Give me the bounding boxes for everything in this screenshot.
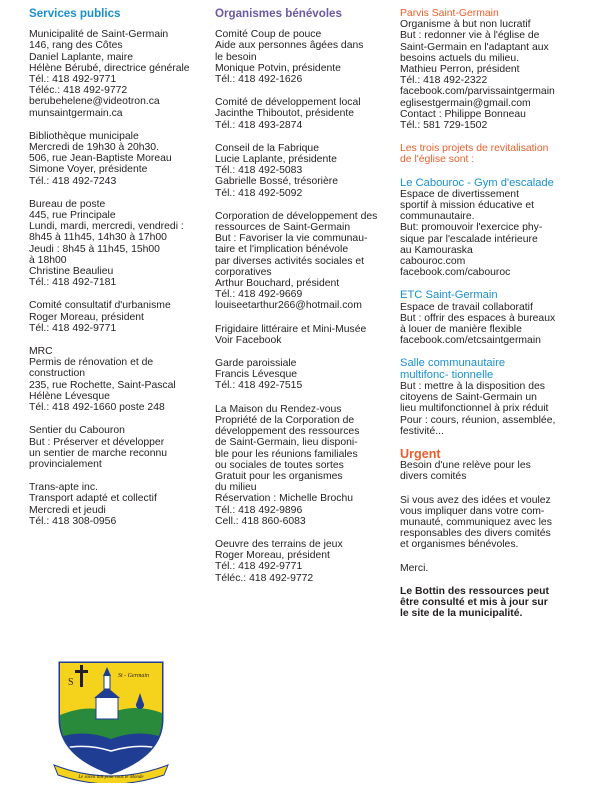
organisme-entry: [215, 358, 395, 392]
column-services-publics: [29, 8, 214, 539]
organisme-entry: [215, 404, 395, 527]
organisme-entry-title: Frigidaire littéraire et Mini-Musée: [215, 323, 367, 335]
organisme-entry-title: Conseil de la Fabrique: [215, 142, 319, 154]
service-entry-line: But : Préserver et développer: [29, 436, 165, 448]
organisme-entry-title: Comité Coup de pouce: [215, 29, 322, 41]
organisme-entry-line: Réservation : Michelle Brochu: [215, 493, 354, 505]
organisme-entry-line: de Saint-Germain, lieu disponi-: [215, 437, 358, 449]
service-entry-line: Mercredi de 19h30 à 20h30.: [29, 142, 159, 154]
service-entry-line: Tél.: 418 492-1660 poste 248: [29, 402, 165, 414]
idees-text: [400, 495, 580, 551]
service-entry: [29, 199, 214, 289]
service-entry-line: berubehelene@videotron.ca: [29, 96, 160, 108]
projet-entry: [400, 290, 580, 346]
service-entry-line: Lundi, mardi, mercredi, vendredi :: [29, 221, 184, 233]
merci-text: [400, 563, 580, 574]
projet-line: facebook.com/etcsaintgermain: [400, 335, 541, 347]
parvis-details: [400, 19, 580, 131]
organisme-entry-line: corporatives: [215, 266, 272, 278]
service-entry-line: construction: [29, 368, 86, 380]
service-entry-title: Comité consultatif d'urbanisme: [29, 300, 171, 312]
service-entry-line: Christine Beaulieu: [29, 266, 114, 278]
service-entry-line: provincialement: [29, 458, 102, 470]
parvis-line: Tél.: 581 729-1502: [400, 120, 488, 132]
service-entry-line: Tél.: 418 492-9771: [29, 322, 117, 334]
projets-heading-line: Les trois projets de revitalisation: [400, 143, 549, 155]
organisme-entry-line: taire et l'implication bénévole: [215, 244, 349, 256]
service-entry-line: Mercredi et jeudi: [29, 504, 106, 516]
parvis-line: Saint-Germain en l'adaptant aux: [400, 41, 549, 53]
organisme-entry-title: Corporation de développement des ressources de Saint-Germain: [215, 210, 378, 234]
heading-organismes-benevoles: Organismes bénévoles: [215, 7, 342, 20]
organisme-entry-title: La Maison du Rendez-vous: [215, 403, 342, 415]
projet-line: citoyens de Saint-Germain un: [400, 392, 537, 404]
projet-line: Pour : cours, réunion, assemblée,: [400, 414, 556, 426]
service-entry-title: Municipalité de Saint-Germain: [29, 29, 169, 41]
projet-line: facebook.com/cabouroc: [400, 267, 511, 279]
service-entry-line: 146, rang des Côtes: [29, 40, 123, 52]
organisme-entry-line: Cell.: 418 860-6083: [215, 515, 306, 527]
services-list: [29, 29, 214, 527]
projet-line: communautaire.: [400, 211, 475, 223]
organisme-entry-line: Tél.: 418 492-9771: [215, 561, 303, 573]
organisme-entry-line: Arthur Bouchard, président: [215, 278, 340, 290]
urgent-block: [400, 446, 580, 483]
projet-line: au Kamouraska: [400, 244, 473, 256]
projet-title: Salle communautaire multifonc- tionnelle: [400, 357, 506, 381]
projet-title: ETC Saint-Germain: [400, 289, 498, 302]
projet-line: But : mettre à la disposition des: [400, 380, 545, 392]
service-entry-line: 445, rue Principale: [29, 210, 116, 222]
parvis-line: Mathieu Perron, président: [400, 64, 520, 76]
projet-title: Le Cabouroc - Gym d'escalade: [400, 176, 554, 189]
organisme-entry-line: Tél.: 418 492-5092: [215, 187, 303, 199]
service-entry: [29, 300, 214, 334]
saint-germain-crest-logo: [50, 655, 172, 783]
organisme-entry-line: louiseetarthur266@hotmail.com: [215, 300, 362, 312]
organisme-entry-line: Propriété de la Corporation de: [215, 414, 355, 426]
organisme-entry-title: Garde paroissiale: [215, 358, 297, 370]
service-entry-line: Tél.: 418 308-0956: [29, 515, 117, 527]
service-entry: [29, 425, 214, 470]
parvis-line: besoins actuels du milieu.: [400, 52, 519, 64]
crest-top-text: St - Germain: [118, 673, 149, 679]
urgent-line: divers comités: [400, 471, 467, 483]
svg-text:S: S: [68, 677, 74, 688]
service-entry-line: à 18h00: [29, 254, 67, 266]
organisme-entry-line: Jacinthe Thiboutot, présidente: [215, 108, 355, 120]
organisme-entry-line: Roger Moreau, président: [215, 550, 330, 562]
organisme-entry: [215, 143, 395, 199]
organisme-entry: [215, 324, 395, 346]
merci-line: Merci.: [400, 562, 429, 574]
service-entry-title: Trans-apte inc.: [29, 482, 98, 494]
service-entry: [29, 346, 214, 413]
organisme-entry-line: Lucie Laplante, présidente: [215, 154, 337, 166]
service-entry-line: 235, rue Rochette, Saint-Pascal: [29, 379, 176, 391]
crest-motto: Le soleil luit pour tous le Monde: [78, 775, 144, 780]
service-entry-line: 506, rue Jean-Baptiste Moreau: [29, 153, 172, 165]
organisme-entry-line: ble pour les réunions familiales: [215, 448, 358, 460]
service-entry-title: Bibliothèque municipale: [29, 130, 139, 142]
organisme-entry-line: le besoin: [215, 51, 257, 63]
organisme-entry-line: But : Favoriser la vie communau-: [215, 233, 368, 245]
organisme-entry: [215, 211, 395, 312]
projet-line: But: promouvoir l'exercice phy-: [400, 222, 543, 234]
service-entry-line: munsaintgermain.ca: [29, 107, 123, 119]
service-entry-line: Téléc.: 418 492-9772: [29, 85, 128, 97]
organisme-entry-line: Tél.: 418 492-9896: [215, 504, 303, 516]
organisme-entry-line: Francis Lévesque: [215, 369, 298, 381]
organisme-entry-line: Gratuit pour les organismes: [215, 470, 343, 482]
service-entry: [29, 131, 214, 187]
service-entry-title: Bureau de poste: [29, 198, 106, 210]
urgent-line: Besoin d'une relève pour les: [400, 460, 531, 472]
organisme-entry: [215, 29, 395, 85]
parvis-block: [400, 8, 580, 131]
service-entry-line: Hélène Lévesque: [29, 390, 110, 402]
service-entry-title: MRC: [29, 346, 53, 358]
bottin-line: Le Bottin des ressources peut: [400, 585, 549, 597]
service-entry-line: 8h45 à 11h45, 14h30 à 17h00: [29, 232, 167, 244]
column-organismes-benevoles: [215, 8, 395, 596]
heading-services-publics: Services publics: [29, 7, 121, 20]
service-entry-line: Permis de rénovation et de: [29, 357, 154, 369]
projets-heading: [400, 143, 580, 165]
organisme-entry: [215, 97, 395, 131]
service-entry: [29, 482, 214, 527]
service-entry-line: Jeudi : 8h45 à 11h45, 15h00: [29, 243, 160, 255]
service-entry-line: Tél.: 418 492-7243: [29, 175, 117, 187]
urgent-title: Urgent: [400, 446, 441, 461]
bottin-line: le site de la municipalité.: [400, 608, 523, 620]
bottin-line: être consulté et mis à jour sur: [400, 596, 548, 608]
projets-heading-line: de l'église sont :: [400, 154, 475, 166]
organisme-entry-line: Tél.: 418 492-7515: [215, 380, 303, 392]
organisme-entry-line: développement des ressources: [215, 426, 360, 438]
column-parvis: [400, 8, 580, 631]
projet-line: sportif à mission éducative et: [400, 200, 534, 212]
organisme-entry: [215, 539, 395, 584]
organisme-entry-line: Tél.: 418 492-5083: [215, 165, 303, 177]
service-entry-line: Tél.: 418 492-9771: [29, 74, 117, 86]
organisme-entry-line: Tél.: 418 493-2874: [215, 119, 303, 131]
projets-list: [400, 178, 580, 437]
idees-line: munauté, communiquez avec les: [400, 516, 552, 528]
idees-line: Si vous avez des idées et voulez: [400, 494, 551, 506]
service-entry-line: Roger Moreau, président: [29, 311, 144, 323]
organisme-entry-line: par diverses activités sociales et: [215, 255, 364, 267]
organisme-entry-line: Gabrielle Bossé, trésorière: [215, 176, 339, 188]
service-entry-line: Transport adapté et collectif: [29, 493, 157, 505]
projet-line: sique par l'escalade intérieure: [400, 233, 538, 245]
parvis-line: Organisme à but non lucratif: [400, 19, 531, 31]
organisme-entry-line: Monique Potvin, présidente: [215, 62, 341, 74]
idees-line: vous impliquer dans votre com-: [400, 505, 545, 517]
service-entry: [29, 29, 214, 119]
parvis-line: But : redonner vie à l'église de: [400, 30, 540, 42]
service-entry-line: Tél.: 418 492-7181: [29, 277, 117, 289]
projet-entry: [400, 178, 580, 279]
parvis-line: eglisestgermain@gmail.com: [400, 97, 531, 109]
organisme-entry-line: du milieu: [215, 482, 257, 494]
projet-line: cabouroc.com: [400, 256, 466, 268]
parvis-title: Parvis Saint-Germain: [400, 8, 499, 19]
projet-line: Espace de divertissement: [400, 188, 519, 200]
service-entry-line: Hélène Bérubé, directrice générale: [29, 62, 190, 74]
organisme-entry-line: Tél.: 418 492-9669: [215, 289, 303, 301]
projet-line: lieu multifonctionnel à prix réduit: [400, 403, 549, 415]
organisme-entry-title: Oeuvre des terrains de jeux: [215, 538, 343, 550]
projet-line: festivité...: [400, 425, 444, 437]
organisme-entry-line: ou sociales de toutes sortes: [215, 459, 344, 471]
organisme-entry-line: Tél.: 418 492-1626: [215, 74, 303, 86]
service-entry-line: Simone Voyer, présidente: [29, 164, 148, 176]
service-entry-line: Daniel Laplante, maire: [29, 51, 133, 63]
parvis-line: facebook.com/parvissaintgermain: [400, 86, 555, 98]
organisme-entry-line: Voir Facebook: [215, 334, 282, 346]
parvis-line: Contact : Philippe Bonneau: [400, 108, 526, 120]
urgent-details: [400, 460, 580, 482]
bottin-note: [400, 586, 580, 620]
organisme-entry-line: Aide aux personnes âgées dans: [215, 40, 364, 52]
parvis-line: Tél.: 418 492-2322: [400, 75, 488, 87]
projet-line: But : offrir des espaces à bureaux: [400, 312, 556, 324]
organisme-entry-line: Téléc.: 418 492-9772: [215, 572, 314, 584]
projet-line: à louer de manière flexible: [400, 324, 522, 336]
service-entry-line: un sentier de marche reconnu: [29, 447, 168, 459]
projet-line: Espace de travail collaboratif: [400, 301, 533, 313]
projet-entry: [400, 358, 580, 436]
organismes-list: [215, 29, 395, 584]
idees-line: et organismes bénévoles.: [400, 539, 519, 551]
service-entry-title: Sentier du Cabouron: [29, 425, 125, 437]
idees-line: responsables des divers comités: [400, 528, 551, 540]
organisme-entry-title: Comité de développement local: [215, 97, 361, 109]
